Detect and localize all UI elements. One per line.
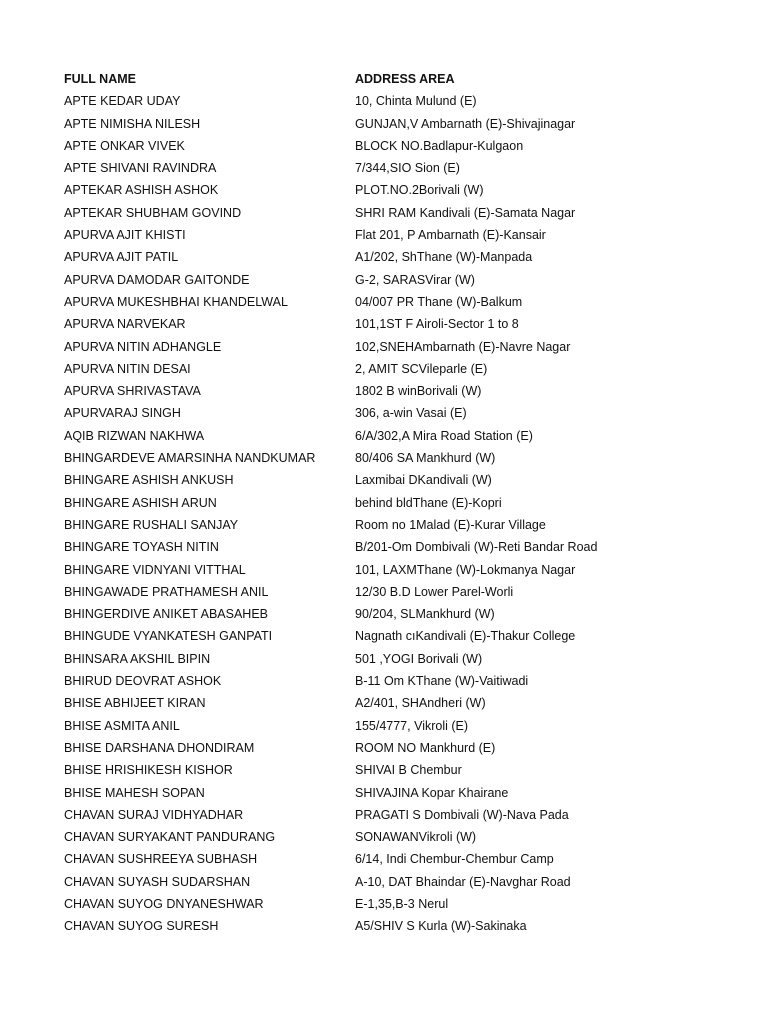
address-area-cell: G-2, SARASVirar (W) xyxy=(355,272,475,287)
address-area-cell: 04/007 PR Thane (W)-Balkum xyxy=(355,294,523,309)
full-name-cell: CHAVAN SUYOG DNYANESHWAR xyxy=(64,896,264,911)
table-row xyxy=(0,492,768,514)
full-name-cell: APTE ONKAR VIVEK xyxy=(64,138,185,153)
address-area-cell: 102,SNEHAmbarnath (E)-Navre Nagar xyxy=(355,339,571,354)
address-area-cell: A1/202, ShThane (W)-Manpada xyxy=(355,250,533,265)
address-area-cell: 306, a-win Vasai (E) xyxy=(355,406,467,421)
full-name-cell: BHINGARE ASHISH ANKUSH xyxy=(64,473,234,488)
table-row xyxy=(0,246,768,268)
address-area-cell: A5/SHIV S Kurla (W)-Sakinaka xyxy=(355,919,527,934)
table-row xyxy=(0,715,768,737)
full-name-cell: APURVA SHRIVASTAVA xyxy=(64,384,201,399)
full-name-cell: BHISE ABHIJEET KIRAN xyxy=(64,696,206,711)
full-name-cell: BHINSARA AKSHIL BIPIN xyxy=(64,651,211,666)
table-row xyxy=(0,603,768,625)
full-name-cell: APTE NIMISHA NILESH xyxy=(64,116,201,131)
full-name-cell: APTE SHIVANI RAVINDRA xyxy=(64,161,217,176)
full-name-cell: APTEKAR ASHISH ASHOK xyxy=(64,183,219,198)
table-row xyxy=(0,291,768,313)
address-area-cell: 101,1ST F Airoli-Sector 1 to 8 xyxy=(355,317,519,332)
column-header-full-name: FULL NAME xyxy=(64,72,136,86)
full-name-cell: BHINGUDE VYANKATESH GANPATI xyxy=(64,629,273,644)
address-area-cell: SHIVAJINA Kopar Khairane xyxy=(355,785,509,800)
full-name-cell: APURVA NARVEKAR xyxy=(64,317,186,332)
table-row xyxy=(0,737,768,759)
full-name-cell: APTE KEDAR UDAY xyxy=(64,94,181,109)
full-name-cell: BHINGARE RUSHALI SANJAY xyxy=(64,517,239,532)
address-area-cell: BLOCK NO.Badlapur-Kulgaon xyxy=(355,138,524,153)
column-header-address-area: ADDRESS AREA xyxy=(355,72,455,86)
full-name-cell: BHISE DARSHANA DHONDIRAM xyxy=(64,740,255,755)
table-row xyxy=(0,826,768,848)
table-row xyxy=(0,358,768,380)
full-name-cell: APURVA NITIN ADHANGLE xyxy=(64,339,222,354)
table-row xyxy=(0,447,768,469)
table-row xyxy=(0,202,768,224)
table-row xyxy=(0,179,768,201)
address-area-cell: SHRI RAM Kandivali (E)-Samata Nagar xyxy=(355,205,576,220)
full-name-cell: CHAVAN SURYAKANT PANDURANG xyxy=(64,830,276,845)
address-area-cell: 6/A/302,A Mira Road Station (E) xyxy=(355,428,533,443)
address-area-cell: 101, LAXMThane (W)-Lokmanya Nagar xyxy=(355,562,576,577)
address-area-cell: 6/14, Indi Chembur-Chembur Camp xyxy=(355,852,554,867)
table-row xyxy=(0,670,768,692)
address-area-cell: ROOM NO Mankhurd (E) xyxy=(355,740,496,755)
address-area-cell: 155/4777, Vikroli (E) xyxy=(355,718,469,733)
address-area-cell: Room no 1Malad (E)-Kurar Village xyxy=(355,517,546,532)
table-row xyxy=(0,313,768,335)
address-area-cell: behind bldThane (E)-Kopri xyxy=(355,495,502,510)
table-row xyxy=(0,648,768,670)
table-row xyxy=(0,625,768,647)
full-name-cell: BHINGARE TOYASH NITIN xyxy=(64,540,219,555)
full-name-cell: AQIB RIZWAN NAKHWA xyxy=(64,428,205,443)
full-name-cell: CHAVAN SUSHREEYA SUBHASH xyxy=(64,852,258,867)
address-area-cell: GUNJAN,V Ambarnath (E)-Shivajinagar xyxy=(355,116,576,131)
address-area-cell: Laxmibai DKandivali (W) xyxy=(355,473,492,488)
full-name-cell: APURVA AJIT PATIL xyxy=(64,250,179,265)
table-row xyxy=(0,848,768,870)
table-row xyxy=(0,871,768,893)
full-name-cell: CHAVAN SUYOG SURESH xyxy=(64,919,219,934)
table-row xyxy=(0,559,768,581)
address-area-cell: PRAGATI S Dombivali (W)-Nava Pada xyxy=(355,807,569,822)
full-name-cell: BHISE HRISHIKESH KISHOR xyxy=(64,763,233,778)
address-area-cell: Flat 201, P Ambarnath (E)-Kansair xyxy=(355,228,546,243)
full-name-cell: CHAVAN SUYASH SUDARSHAN xyxy=(64,874,251,889)
address-area-cell: 90/204, SLMankhurd (W) xyxy=(355,607,495,622)
address-area-cell: PLOT.NO.2Borivali (W) xyxy=(355,183,484,198)
address-area-cell: B-11 Om KThane (W)-Vaitiwadi xyxy=(355,674,529,689)
table-row xyxy=(0,536,768,558)
address-area-cell: E-1,35,B-3 Nerul xyxy=(355,896,449,911)
table-row xyxy=(0,804,768,826)
table-header xyxy=(0,68,768,90)
full-name-cell: APURVA NITIN DESAI xyxy=(64,361,191,376)
full-name-cell: BHIRUD DEOVRAT ASHOK xyxy=(64,674,222,689)
full-name-cell: BHINGARE VIDNYANI VITTHAL xyxy=(64,562,246,577)
table-row xyxy=(0,380,768,402)
name-address-table xyxy=(0,68,768,938)
address-area-cell: Nagnath cıKandivali (E)-Thakur College xyxy=(355,629,576,644)
table-row xyxy=(0,425,768,447)
table-row xyxy=(0,224,768,246)
address-area-cell: 10, Chinta Mulund (E) xyxy=(355,94,477,109)
table-row xyxy=(0,893,768,915)
table-row xyxy=(0,402,768,424)
full-name-cell: APURVA MUKESHBHAI KHANDELWAL xyxy=(64,294,288,309)
address-area-cell: A2/401, SHAndheri (W) xyxy=(355,696,486,711)
address-area-cell: SHIVAI B Chembur xyxy=(355,763,462,778)
address-area-cell: 80/406 SA Mankhurd (W) xyxy=(355,451,496,466)
table-row xyxy=(0,336,768,358)
full-name-cell: CHAVAN SURAJ VIDHYADHAR xyxy=(64,807,244,822)
full-name-cell: BHINGARDEVE AMARSINHA NANDKUMAR xyxy=(64,451,316,466)
address-area-cell: 2, AMIT SCVileparle (E) xyxy=(355,361,488,376)
full-name-cell: BHINGERDIVE ANIKET ABASAHEB xyxy=(64,607,269,622)
table-row xyxy=(0,157,768,179)
table-row xyxy=(0,113,768,135)
full-name-cell: APURVA AJIT KHISTI xyxy=(64,228,186,243)
address-area-cell: 12/30 B.D Lower Parel-Worli xyxy=(355,584,514,599)
table-row xyxy=(0,135,768,157)
full-name-cell: APURVA DAMODAR GAITONDE xyxy=(64,272,250,287)
address-area-cell: 501 ,YOGI Borivali (W) xyxy=(355,651,483,666)
address-area-cell: SONAWANVikroli (W) xyxy=(355,830,477,845)
table-row xyxy=(0,782,768,804)
address-area-cell: 1802 B winBorivali (W) xyxy=(355,384,482,399)
table-row xyxy=(0,269,768,291)
full-name-cell: BHINGARE ASHISH ARUN xyxy=(64,495,217,510)
table-row xyxy=(0,514,768,536)
full-name-cell: BHISE ASMITA ANIL xyxy=(64,718,180,733)
table-body xyxy=(0,90,768,937)
full-name-cell: APTEKAR SHUBHAM GOVIND xyxy=(64,205,242,220)
full-name-cell: BHINGAWADE PRATHAMESH ANIL xyxy=(64,584,269,599)
full-name-cell: APURVARAJ SINGH xyxy=(64,406,181,421)
table-row xyxy=(0,692,768,714)
table-row xyxy=(0,759,768,781)
address-area-cell: 7/344,SIO Sion (E) xyxy=(355,161,460,176)
full-name-cell: BHISE MAHESH SOPAN xyxy=(64,785,205,800)
table-row xyxy=(0,469,768,491)
address-area-cell: A-10, DAT Bhaindar (E)-Navghar Road xyxy=(355,874,571,889)
table-row xyxy=(0,581,768,603)
table-row xyxy=(0,915,768,937)
address-area-cell: B/201-Om Dombivali (W)-Reti Bandar Road xyxy=(355,540,598,555)
table-row xyxy=(0,90,768,112)
